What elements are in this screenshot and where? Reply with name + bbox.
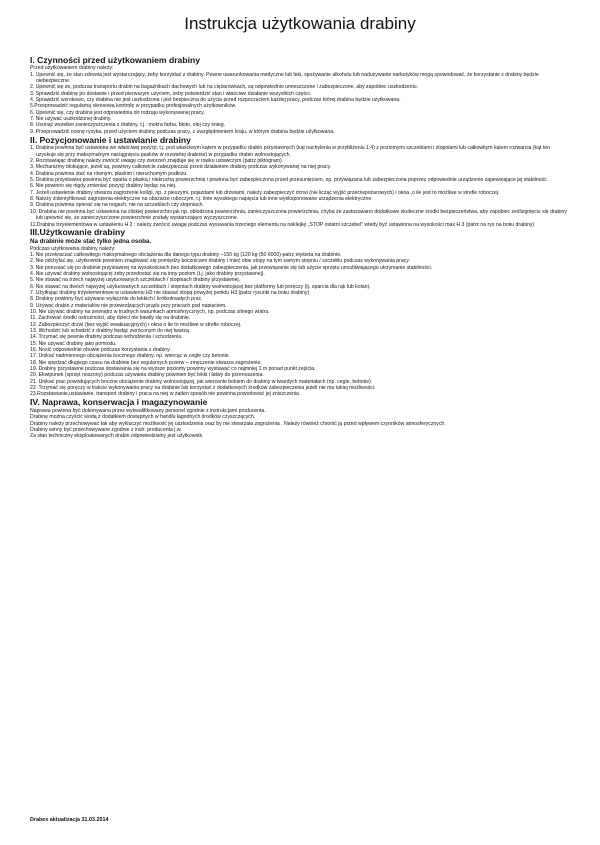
section-4-list [30,408,570,440]
list-item: 4. Nie używać drabiny wolnostojącej żeby przedostać się na inny poziom (t.j. jako drabiny przystawnej). [30,270,265,277]
section-2-list [30,145,570,227]
list-item: 15. Nie używać drabiny jako pomostu. [30,340,117,347]
list-item: 8. Drabiny powinny być używane wyłącznie do lekkich i krótkotrwałych prac. [30,296,203,303]
section-3-intro: Podczas użytkowania drabiny należy: [30,245,116,252]
list-item: 5.Przeprowadzić regularną okresową kontrolę w przypadku profesjonalnych użytkowników. [30,103,237,110]
list-item: 10. Nie używać drabiny na zewnątrz w trudnych warunkach atmosferycznych, np. podczas silnego wiatru. [30,308,270,315]
list-item: 3. Nie poruszać się po drabinie przystawnej na wysokościach bez dodatkowego zabezpieczenia, jak przewiązanie się lub użycie sprzętu umożliwiającego utrzymanie stabilności. [30,264,433,271]
list-item: 8. Należy zidentyfikować zagrożenia elektryczne na obszarze roboczym, t.j. linie wysokiego napięcia lub inne wyeksponowane urządzenia elektryczne. [30,196,373,203]
list-item: 9. Używać drabin z materiałów nie przewodzących prądu przy pracach pod napięciem. [30,302,227,309]
list-item: 10. Drabina nie powinna być ustawiona na śliskiej powierzchni jak np. oblodzona powierzchnia, zanieczyszczona powierzchnia, chyba że zastosowano dodatkowe skuteczne środki bezpieczeństwa, aby zapobiec ześlizgnięciu się drabiny lub upewnić się, że zanieczyszczone powierzchnie zostały wystarczająco wyczyszczone. [30,208,567,222]
list-item: 11.Drabina trzyelementowa w ustawieniu H 2 : należy zwrócić uwagę podczas wysuwania trzeciego elementu na naklejkę „STOP ostatni szczebel" wtedy być ustawiona na wysokości max H 3 (patrz na rys na boku drabiny) [30,221,535,228]
section-1-list [30,72,570,135]
list-item: 8. Usunąć wszelkie zanieczyszczenia z drabiny, t.j.: mokra farba, błoto, olej czy śnieg. [30,122,226,129]
list-item: 20. Ekwipunek (sprzęt noszony) podczas używania drabiny powinien być lekki i łatwy do przenoszenia. [30,372,264,379]
list-item: 1. Nie przekraczać całkowitego maksymalnego obciążenia dla danego typu drabiny –150 kg (120 kg (50 6000)-patrz etykieta na drabinie. [30,251,342,258]
list-item: Za stan techniczny eksploatowanych drabin odpowiedzialny jest użytkownik. [30,433,204,440]
section-1-heading: I. Czynności przed użytkowaniem drabiny [30,54,200,65]
list-item: 5. Drabina przystawna powinna być oparta o płaską i niekruchą powierzchnię i powinna być zabezpieczona przed przesunięciem, np. przywiązana lub zabezpieczona poprzez odpowiednie urządzenie zapewniające jej stabilność. [30,177,549,184]
footer-note: Drabex aktualizacja 31.03.2014 [30,817,109,823]
list-item: Drabiny winny być przechowywane zgodnie z instr. producenta j.w. [30,427,182,434]
list-item: 17. Unikać nadmiernego obciążenia bocznego drabiny, np. wiercąc w cegle czy betonie. [30,353,230,360]
list-item: 13. Wchodzić lub schodzić z drabiny będąc zwróconym do niej twarzą. [30,328,191,335]
list-item: 9. Drabina powinna opierać się na nogach, nie na szczeblach czy stopniach. [30,202,204,209]
list-item: 12. Zabezpieczyć drzwi (bez wyjść ewakuacyjnych) i okna o ile to możliwe w strefie roboczej. [30,321,242,328]
list-item: 14. Trzymać się pewnie drabiny podczas wchodzenia i schodzenia. [30,334,183,341]
list-item: 3. Sprawdzić drabinę po dostawie i przed pierwszym użyciem, żeby potwierdzić stan i właściwe działanie wszystkich części. [30,90,312,97]
list-item: 7. Jeżeli ustawienie drabiny stwarza zagrożenie kolizji, np. z pieszymi, pojazdami lub drzwiami, należy zabezpieczyć drzwi (nie licząc wyjść przeciwpożarowych) i okna ,o ile jest to możliwe w strefie roboczej. [30,189,500,196]
list-item: 7. Użytkując drabiny trzyelementowe w ustawieniu H2 nie stawać stopą powyżej punktu H3 (patrz rysunki na boku drabiny) [30,289,310,296]
list-item: Naprawa powinna być dokonywana przez wykwalifikowany personel zgodnie z instrukcjami producenta. [30,408,266,415]
section-1-intro: Przed użytkowaniem drabiny należy: [30,65,114,72]
list-item: 6. Nie powinno się nigdy zmieniać pozycji drabiny będąc na niej. [30,183,177,190]
document-body [30,55,570,440]
list-item: 3. Mechanizmy blokujące, jeżeli są, powinny całkowicie zabezpieczać przed działaniem drabiny podczas wykonywanej na niej pracy. [30,164,332,171]
list-item: 2. Upewnić się że, podczas transportu drabin na bagażnikach dachowych lub na ciężarówkach, są odpowiednio umieszczone i zabezpieczone, aby zapobiec uszkodzeniu. [30,84,419,91]
list-item: 5. Nie stawać na trzech najwyżej usytuowanych szczeblach / stopniach drabiny przystawnej. [30,277,241,284]
list-item: 21. Unikać prac powodujących boczne obciążenie drabiny wolnostojącej, jak wiercenie bokiem do drabiny w twardych materiałach (np. cegle, betonie). [30,378,373,385]
section-3-list [30,252,570,398]
list-item: 7. Nie używać uszkodzonej drabiny. [30,116,112,123]
list-item: 4. Drabina powinna stać na równym, płaskim i nieruchomym podłożu. [30,170,188,177]
section-3-subheading: Na drabinie może stać tylko jedna osoba. [30,238,152,246]
list-item: 4. Sprawdzić wzrokowo, czy drabina nie jest uszkodzona i jest bezpieczna do użycia przed rozpoczęciem każdej pracy, podczas której drabina będzie użytkowana. [30,97,401,104]
list-item: 22. Trzymać się poręczy w trakcie wykonywania pracy na drabinie lub korzystać z dodatkowych środków zabezpieczenia jeżeli nie ma takiej możliwości. [30,385,376,392]
list-item: 9. Przeprowadzić ocenę ryzyka, przed użyciem drabiny podczas pracy, z uwzględnieniem kraju, w którym drabina będzie użytkowana. [30,128,335,135]
list-item: 1. Upewnić się, że stan zdrowia jest wystarczający, żeby korzystać z drabiny. Pewne uwarunkowania medyczne lub leki, spożywanie alkoholu lub nadużywanie narkotyków mogą spowodować, że korzystanie z drabiny będzie niebezpieczne. [30,71,539,84]
document-title: Instrukcja użytkowania drabiny [184,14,416,33]
section-3-heading: III.Użytkowanie drabiny [30,227,126,238]
section-4-heading: IV. Naprawa, konserwacja i magazynowanie [30,397,208,408]
section-2-heading: II. Pozycjonowanie i ustawianie drabiny [30,134,191,145]
list-item: 11. Zachować środki ostrożności, aby dzieci nie bawiły się na drabinie. [30,315,191,322]
list-item: Drabinę można czyścić wodą z dodatkiem dostępnych w handlu łagodnych środków czyszczących. [30,414,256,421]
list-item: 6. Upewnić się, czy drabina jest odpowiednia do rodzaju wykonywanej pracy. [30,109,205,116]
list-item: 16. Nosić odpowiednie obuwie podczas korzystania z drabiny. [30,347,171,354]
list-item: 18. Nie spędzać długiego czasu na drabinie bez regularnych przerw – zmęczenie stwarza zagrożenie. [30,359,262,366]
list-item: Drabiny należy przechowywać tak aby wykluczyć możliwość jej uszkodzenia oraz by nie stwarzała zagrożenia . Należy również chronić ją przed wpływem czynników atmosferycznych. [30,420,446,427]
list-item: 6. Nie stawać na dwóch najwyżej usytuowanych szczeblach / stopniach drabiny wolnostojącej bez platformy lub poręczy (tj. oparcia dla rąk lub kolan). [30,283,371,290]
list-item: 2. Nie odchylać się, użytkownik powinien znajdować się pomiędzy bocznicami drabiny i mieć obie stopy na tym samym stopniu / szczeblu podczas wykonywania pracy. [30,258,410,265]
list-item: 1. Drabina powinna być ustawiona we właściwej pozycji, t.j. pod właściwym kątem w przypadku drabin przystawnych (kąt nachylenia w przybliżeniu 1:4) z poziomymi szczeblami i stopniami lub całkowitym kątem rozwarcia (kąt ten uzyskuje się przy maksymalnym naciągnięciu pasków w rozwartej drabinie) w przypadku drabin wolnostojących. [30,145,550,158]
list-item: 23.Rozstawianie,ustawianie, transport drabiny i praca na niej w żaden sposób nie powinna powodować jej zniszczenia . [30,391,302,398]
list-item: 2. Rozstawiając drabinę należy zwrócić uwagę czy zworzeń znajduje się w rowku ustawczym (patrz piktogram). [30,158,284,165]
list-item: 19. Drabiny przystawne podczas dostawania się na wyższe poziomy powinny wystawać co najmniej 1 m ponad punkt zejścia. [30,366,316,373]
